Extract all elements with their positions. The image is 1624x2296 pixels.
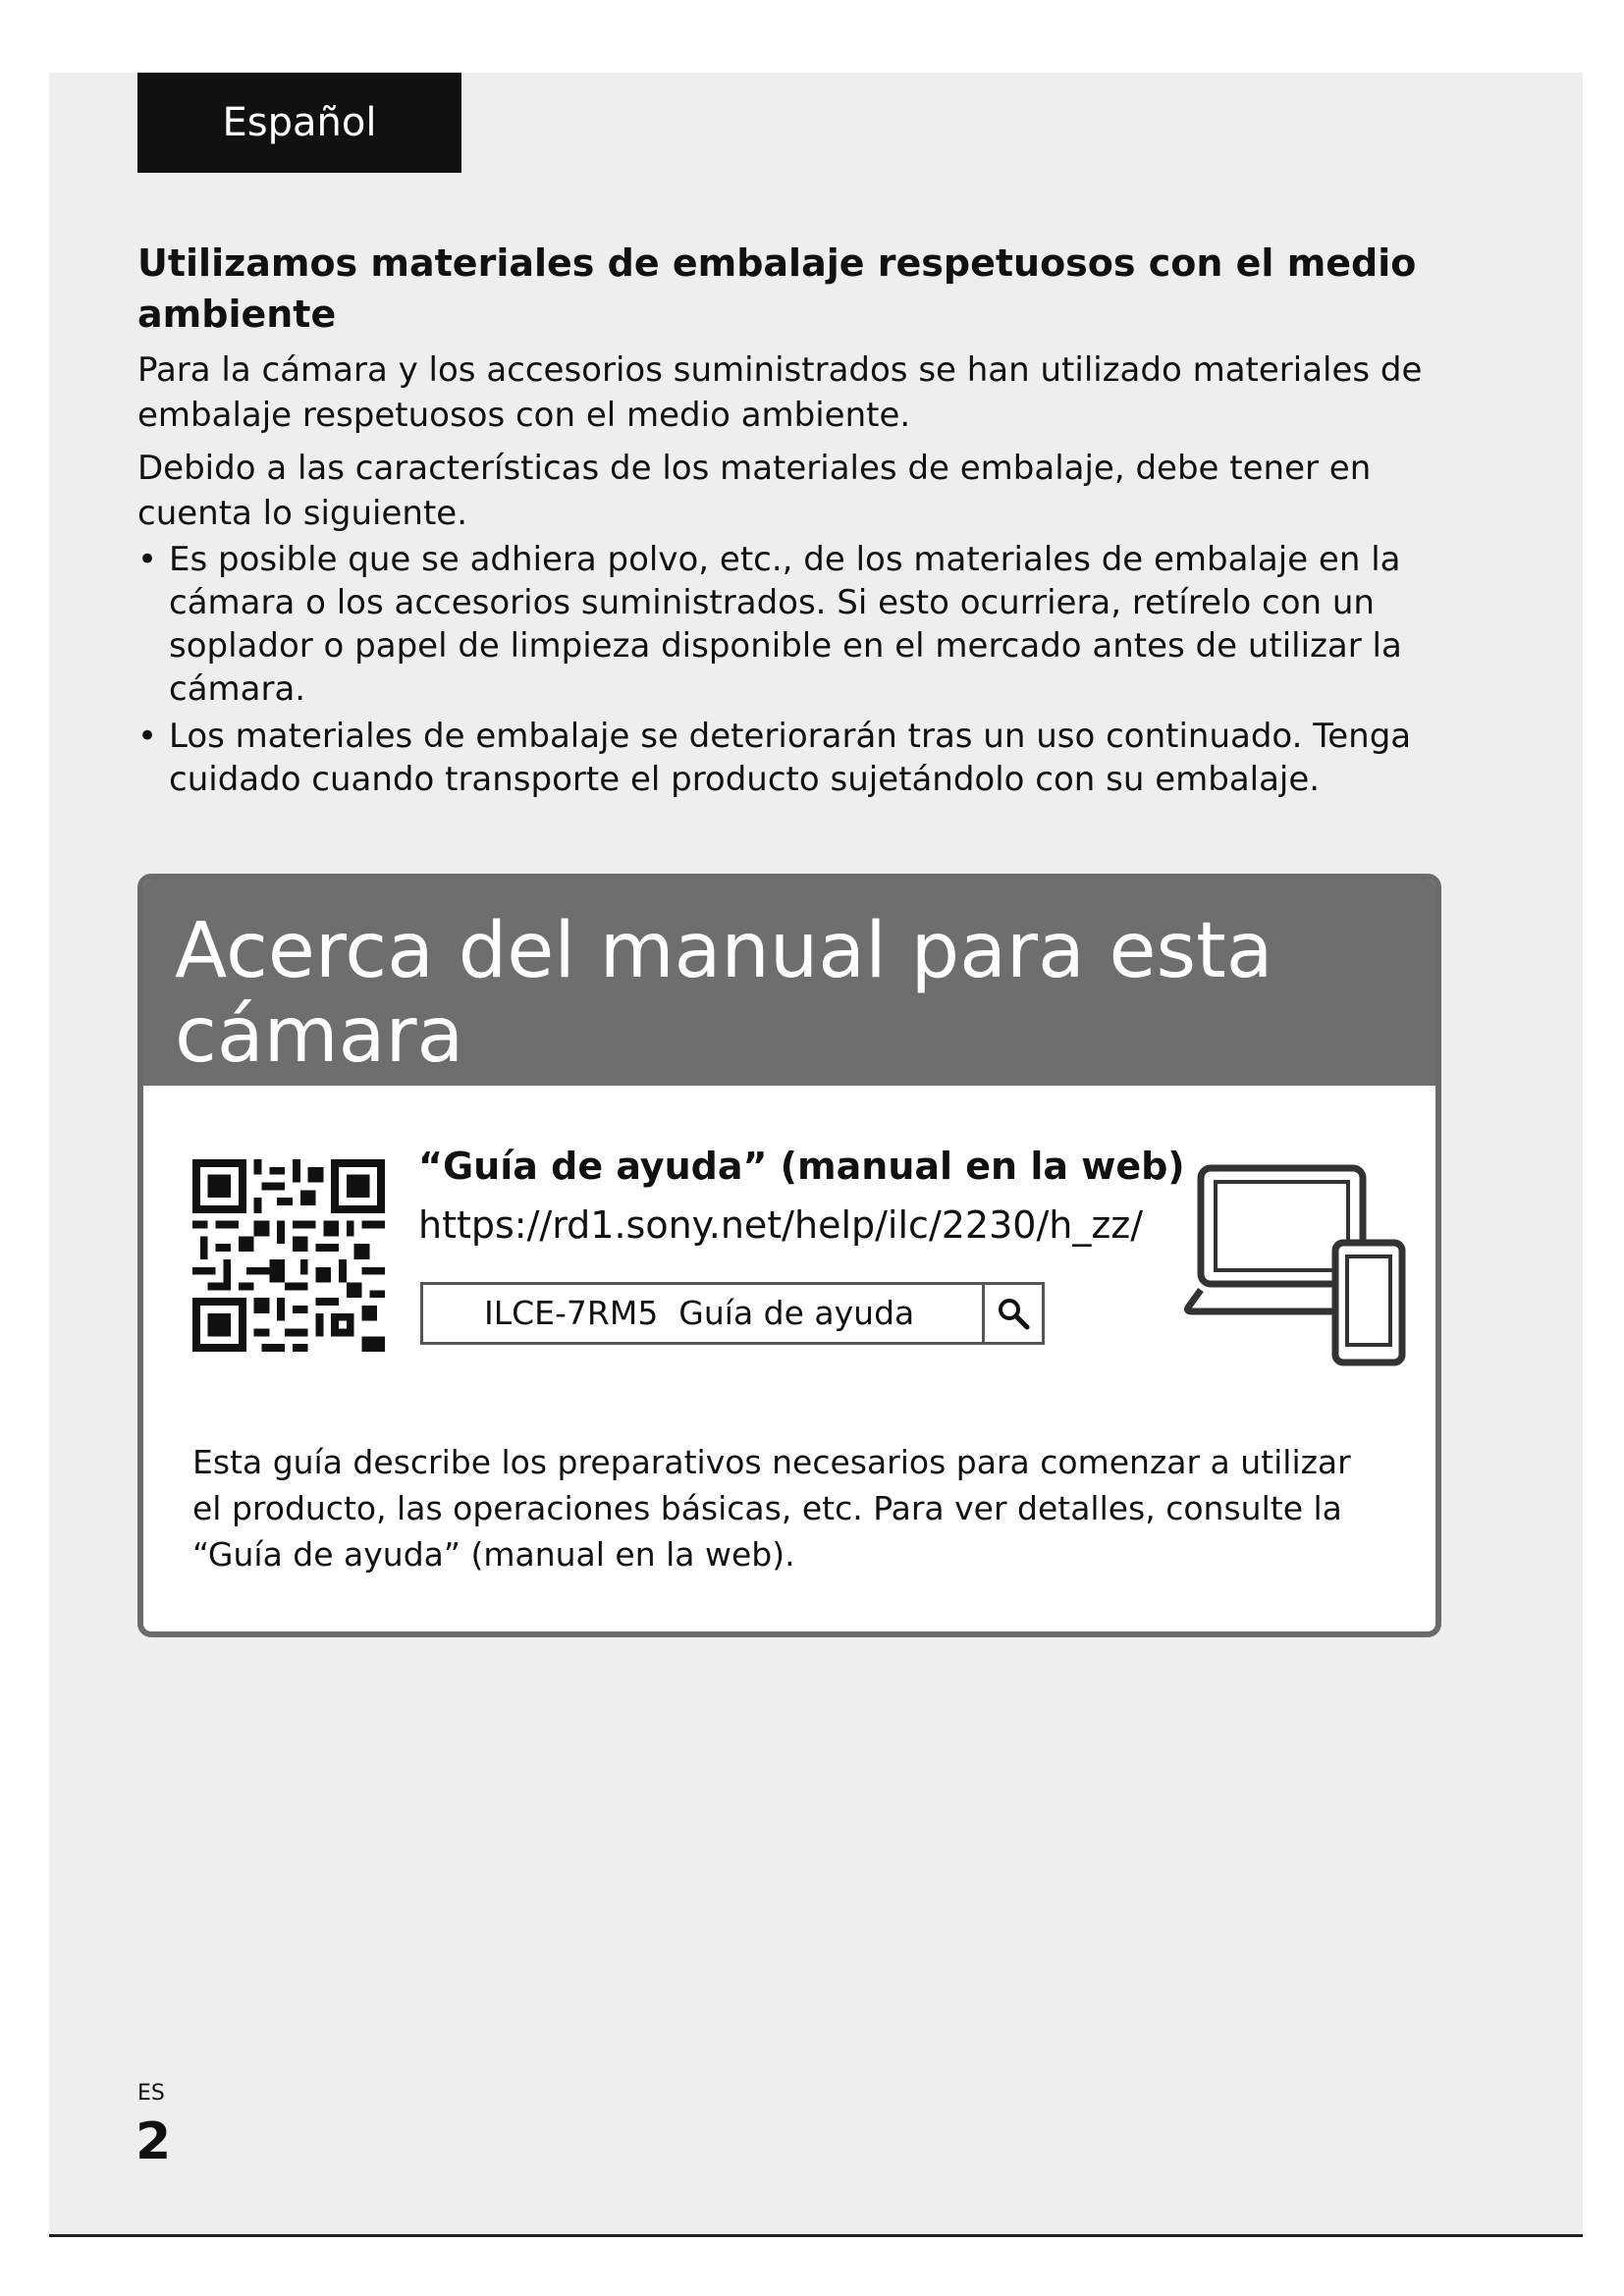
language-tab-label: Español — [222, 100, 377, 145]
list-item — [137, 715, 1443, 801]
qr-code-icon[interactable] — [192, 1159, 385, 1352]
help-guide-title: “Guía de ayuda” (manual en la web) — [418, 1145, 1185, 1188]
manual-box-title: Acerca del manual para esta cámara — [175, 907, 1273, 1080]
language-tab — [137, 73, 461, 173]
help-guide-search-box[interactable] — [420, 1282, 1045, 1345]
bullet-list — [137, 538, 1443, 805]
paragraph-note: Debido a las características de los materiales de embalaje, debe tener en cuenta lo siguiente. — [137, 449, 1372, 533]
language-code: ES — [137, 2081, 165, 2106]
search-text: ILCE-7RM5 Guía de ayuda — [484, 1294, 915, 1332]
bullet-text: Los materiales de embalaje se deteriorarán tras un uso continuado. Tenga cuidado cuando transporte el producto sujetándolo con su embalaje. — [169, 717, 1412, 799]
manual-info-box — [137, 874, 1441, 1637]
search-icon — [997, 1297, 1030, 1330]
bullet-icon: • — [137, 540, 158, 579]
manual-description: Esta guía describe los preparativos necesarios para comenzar a utilizar el producto, las operaciones básicas, etc. Para ver detalles, consulte la “Guía de ayuda” (manual en la web). — [192, 1443, 1351, 1574]
section-title: Utilizamos materiales de embalaje respetuosos con el medio ambiente — [137, 241, 1417, 336]
paragraph-packaging: Para la cámara y los accesorios suministrados se han utilizado materiales de embalaje respetuosos con el medio ambiente. — [137, 350, 1423, 435]
bullet-text: Es posible que se adhiera polvo, etc., de los materiales de embalaje en la cámara o los accesorios suministrados. Si esto ocurriera, retírelo con un soplador o papel de limpieza disponible en el mercado antes de utilizar la cámara. — [169, 540, 1402, 709]
bullet-icon: • — [137, 717, 158, 756]
list-item — [137, 538, 1443, 711]
page-number: 2 — [135, 2112, 172, 2171]
help-guide-url[interactable]: https://rd1.sony.net/help/ilc/2230/h_zz/ — [418, 1203, 1144, 1247]
manual-box-header — [143, 880, 1435, 1086]
search-button[interactable] — [982, 1285, 1042, 1342]
laptop-and-phone-icon — [1184, 1164, 1410, 1370]
bottom-rule — [49, 2234, 1583, 2237]
